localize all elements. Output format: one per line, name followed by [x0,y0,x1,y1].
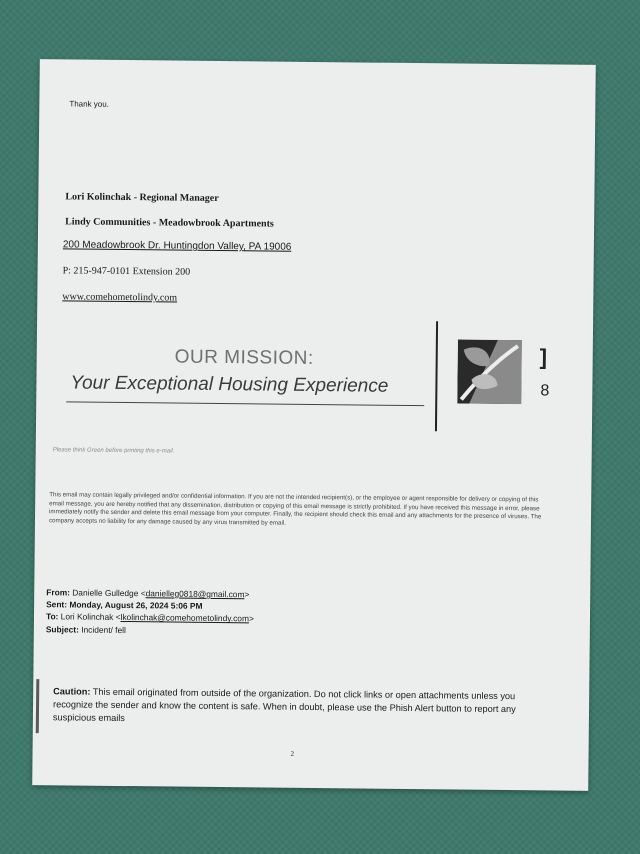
confidentiality-disclaimer: This email may contain legally privileged and/or confidential information. If you are not the intended recipient(s), or the employee or agent responsible for delivery or copying of this email message, you are hereby notified that any dissemination, distribution or copying of this email message is strictly prohibited. If you have received this message in error, please immediately notify the sender and delete this email message from your computer. Finally, the recipient should check this email and any attachments for the presence of viruses. The company accepts no liability for any damage caused by any virus transmitted by email. [48,491,542,527]
subject-row [46,623,254,637]
edge-glyph-top: ] [539,344,548,370]
signature-company: Lindy Communities - Meadowbrook Apartments [65,216,274,230]
edge-glyph-bottom: 8 [540,382,550,400]
to-label: To: [45,611,59,622]
from-email: danielleg0818@gmail.com [145,588,245,600]
thanks-text: Thank you. [69,99,109,109]
to-close: > [248,613,254,624]
page-number: 2 [290,749,295,758]
to-name: Lori Kolinchak < [60,611,121,623]
mission-title: OUR MISSION: [174,346,314,369]
caution-bar [36,679,40,733]
mission-subtitle: Your Exceptional Housing Experience [70,372,389,397]
signature-website: www.comehometolindy.com [62,291,178,304]
caution-notice [53,685,553,729]
from-label: From: [46,587,71,598]
sent-value: Monday, August 26, 2024 5:06 PM [69,599,203,612]
caution-label: Caution: [53,686,91,697]
printed-page [32,59,596,791]
subject-label: Subject: [45,623,79,635]
mission-underline [66,401,424,406]
from-close: > [244,589,250,600]
signature-phone: P: 215-947-0101 Extension 200 [62,265,191,278]
from-name: Danielle Gulledge < [72,587,146,599]
sent-label: Sent: [46,599,68,610]
signature-name: Lori Kolinchak - Regional Manager [65,191,219,204]
divider-line [435,321,438,431]
caution-text: This email originated from outside of the organization. Do not click links or open attachments unless you recognize the sender and know the content is safe. When in doubt, please use the Phish Alert button to report any suspicious emails [52,686,516,724]
signature-address: 200 Meadowbrook Dr. Huntingdon Valley, PA 19006 [62,239,292,253]
leaf-logo-icon [457,340,522,405]
green-note: Please think Green before printing this e-mail. [52,447,175,455]
to-email: lkolinchak@comehometolindy.com [120,612,250,624]
email-header [46,586,254,637]
subject-value: Incident/ fell [81,624,126,635]
